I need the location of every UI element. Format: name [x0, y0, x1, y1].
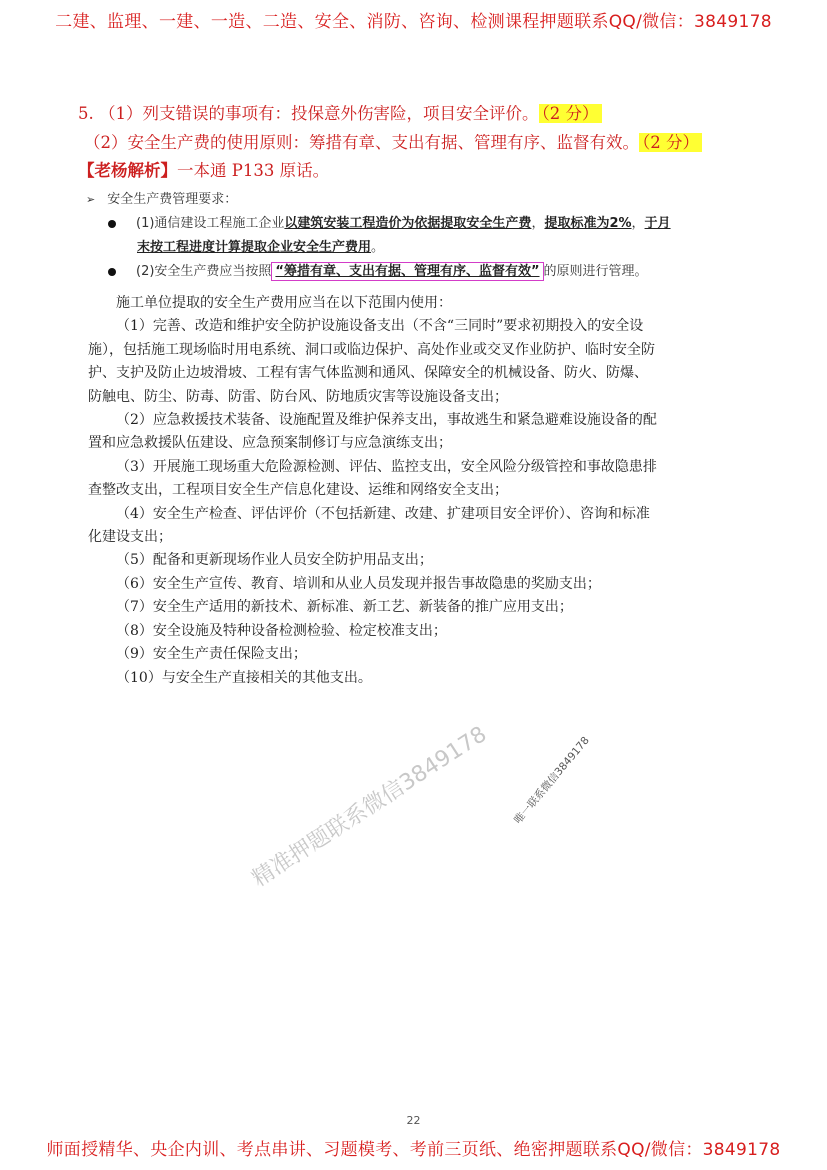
list-item: （3）开展施工现场重大危险源检测、评估、监控支出，安全风险分级管控和事故隐患排查整改支出，工程项目安全生产信息化建设、运维和网络安全支出； — [88, 458, 657, 499]
answer-line-2 — [84, 129, 702, 153]
list-item: （2）应急救援技术装备、设施配置及维护保养支出，事故逃生和紧急避难设施设备的配置和应急救援队伍建设、应急预案制修订与应急演练支出； — [88, 412, 657, 452]
body-text — [88, 292, 658, 690]
list-item: （4）安全生产检查、评估评价（不包括新建、改建、扩建项目安全评价）、咨询和标准化建设支出； — [88, 505, 650, 546]
bullet-1-end: 。 — [371, 240, 385, 255]
page-number: 22 — [406, 1114, 421, 1127]
answer-line-2-text: （2）安全生产费的使用原则：筹措有章、支出有据、管理有序、监督有效。 — [84, 133, 639, 152]
bullet-1-underline-2: 提取标准为2% — [544, 216, 632, 231]
bullet-1-underline-3: 于月 — [644, 216, 671, 231]
list-item: （8）安全设施及特种设备检测检验、检定校准支出； — [116, 622, 447, 639]
excerpt-bullet-1 — [108, 212, 671, 231]
list-item: （10）与安全生产直接相关的其他支出。 — [116, 669, 372, 686]
arrow-bullet-icon: ➢ — [86, 193, 96, 206]
analysis-text: 一本通 P133 原话。 — [177, 161, 330, 180]
list-item: （9）安全生产责任保险支出； — [116, 646, 307, 663]
bullet-1-prefix: (1)通信建设工程施工企业 — [136, 216, 285, 231]
watermark-small: 唯一联系微信3849178 — [512, 734, 592, 827]
bullet-dot-icon — [108, 220, 116, 228]
excerpt-title-row — [86, 188, 237, 207]
bullet-1-underline-1: 以建筑安装工程造价为依据提取安全生产费 — [284, 216, 532, 231]
answer-line-1-text: 5. （1）列支错误的事项有：投保意外伤害险，项目安全评价。 — [78, 104, 539, 123]
list-item: （6）安全生产宣传、教育、培训和从业人员发现并报告事故隐患的奖励支出； — [116, 575, 601, 592]
analysis-line — [78, 157, 329, 181]
bullet-2-prefix: (2)安全生产费应当按照 — [136, 264, 272, 279]
analysis-label: 【老杨解析】 — [78, 161, 177, 180]
answer-line-1 — [78, 100, 602, 124]
boxed-principle: “筹措有章、支出有据、管理有序、监督有效” — [271, 262, 543, 281]
excerpt-bullet-1-cont — [137, 236, 384, 255]
list-item: （1）完善、改造和维护安全防护设施设备支出（不含“三同时”要求初期投入的安全设施），包括施工现场临时用电系统、洞口或临边保护、高处作业或交叉作业防护、临时安全防护、支护及防止边坡滑坡、工程有害气体监测和通风、保障安全的机械设备、防火、防爆、防触电、防尘、防毒、防雷、防台风、防地质灾害等设施设备支出； — [88, 318, 655, 405]
bottom-banner: 师面授精华、央企内训、考点串讲、习题模考、考前三页纸、绝密押题联系QQ/微信：3849178 — [46, 1140, 781, 1160]
score-highlight-1: （2 分） — [539, 104, 602, 123]
bullet-dot-icon — [108, 268, 116, 276]
bullet-1-comma-2: ， — [631, 216, 645, 231]
body-intro: 施工单位提取的安全生产费用应当在以下范围内使用： — [116, 295, 452, 311]
bullet-1-comma-1: ， — [531, 216, 545, 231]
bullet-2-suffix: 的原则进行管理。 — [543, 264, 648, 279]
top-banner: 二建、监理、一建、一造、二造、安全、消防、咨询、检测课程押题联系QQ/微信：3849178 — [55, 12, 772, 32]
excerpt-title: 安全生产费管理要求： — [107, 192, 238, 207]
list-item: （5）配备和更新现场作业人员安全防护用品支出； — [116, 552, 433, 569]
watermark-large: 精准押题联系微信3849178 — [247, 721, 492, 893]
list-item: （7）安全生产适用的新技术、新标准、新工艺、新装备的推广应用支出； — [116, 599, 573, 616]
excerpt-bullet-2 — [108, 260, 648, 279]
bullet-1-underline-4: 末按工程进度计算提取企业安全生产费用 — [137, 240, 372, 255]
score-highlight-2: （2 分） — [639, 133, 702, 152]
